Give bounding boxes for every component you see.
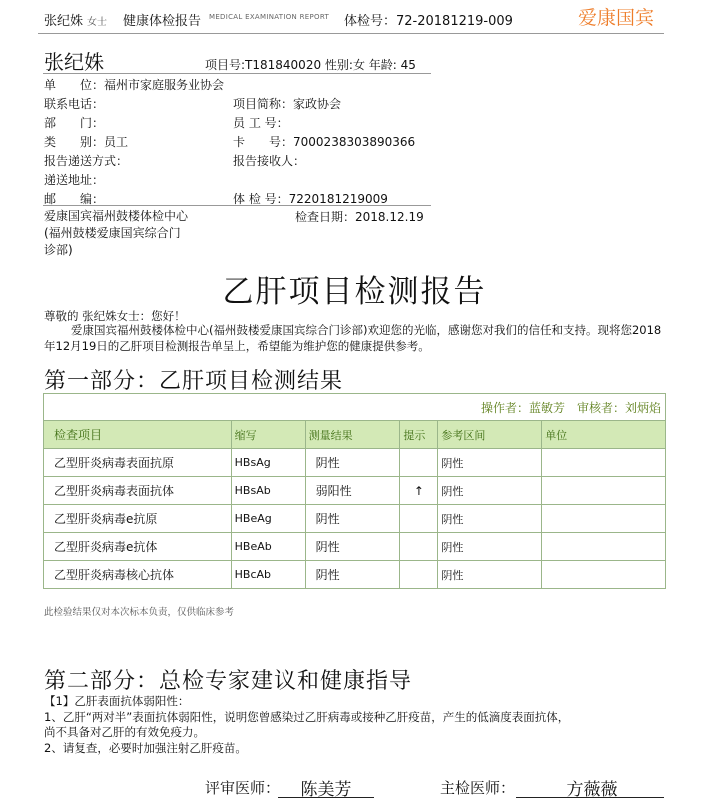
col-header-flag: 提示 [400, 421, 438, 449]
cell-unit [542, 505, 666, 533]
info-category [44, 133, 128, 150]
cell-unit [542, 449, 666, 477]
info-emp-no-label: 员 工 号： [233, 116, 289, 130]
exam-center-line3: 诊部) [44, 243, 73, 257]
info-proj-abbr-label: 项目简称： [233, 97, 294, 111]
cell-item: 乙型肝炎病毒e抗原 [44, 505, 232, 533]
header-divider [38, 33, 664, 34]
info-phone-label: 联系电话： [44, 97, 105, 111]
chief-underline [516, 797, 664, 798]
patient-divider [43, 73, 431, 74]
info-dept-label: 部 门： [44, 116, 105, 130]
header-patient-name [44, 10, 107, 29]
cell-result: 阴性 [305, 561, 400, 589]
header-exam-no-value: 72-20181219-009 [396, 14, 513, 29]
info-proj-abbr [233, 95, 341, 112]
reviewer-label: 评审医师： [205, 779, 281, 797]
section1-title: 第一部分：乙肝项目检测结果 [44, 369, 344, 394]
cell-item: 乙型肝炎病毒表面抗体 [44, 477, 232, 505]
exam-date [295, 208, 424, 225]
cell-flag [400, 449, 438, 477]
operator-line: 操作者：蓝敏芳 审核者：刘炳焰 [44, 394, 666, 421]
cell-unit [542, 533, 666, 561]
cell-result: 阴性 [305, 449, 400, 477]
info-category-label: 类 别： [44, 135, 105, 149]
table-row [44, 505, 666, 533]
brand-logo-text: 爱康国宾 [578, 7, 655, 29]
header-exam-no-label: 体检号： [344, 14, 397, 29]
exam-date-label: 检查日期： [295, 210, 356, 224]
info-delivery-label: 报告递送方式： [44, 154, 129, 168]
operator-row [44, 394, 666, 421]
result-table [43, 393, 666, 589]
exam-center [44, 208, 188, 259]
chief-signature: 方薇薇 [566, 780, 618, 800]
cell-abbr: HBcAb [231, 561, 305, 589]
cell-flag [400, 561, 438, 589]
cell-reference: 阴性 [438, 477, 542, 505]
info-receiver-label: 报告接收人： [233, 154, 306, 168]
info-unit [44, 76, 224, 93]
table-footnote: 此检验结果仅对本次标本负责，仅供临床参考 [44, 607, 235, 618]
cell-abbr: HBsAb [231, 477, 305, 505]
cell-item: 乙型肝炎病毒e抗体 [44, 533, 232, 561]
cell-flag-up-arrow: ↑ [400, 477, 438, 505]
col-header-item: 检查项目 [44, 421, 232, 449]
reviewer-underline [278, 797, 374, 798]
cell-abbr: HBeAg [231, 505, 305, 533]
cell-reference: 阴性 [438, 449, 542, 477]
info-exam-value: 7220181219009 [288, 192, 388, 206]
table-row [44, 533, 666, 561]
info-address-label: 递送地址： [44, 173, 105, 187]
patient-project-line: 项目号:T181840020 性别:女 年龄: 45 [205, 58, 416, 72]
reviewer-signature: 陈美芳 [300, 780, 352, 800]
advice-line1: 1、乙肝“两对半”表面抗体弱阳性，说明您曾感染过乙肝病毒或接种乙肝疫苗，产生的低滴度表面抗体， [44, 710, 570, 724]
intro-paragraph: 爱康国宾福州鼓楼体检中心(福州鼓楼爱康国宾综合门诊部)欢迎您的光临，感谢您对我们的信任和支持。现将您2018年12月19日的乙肝项目检测报告单呈上，希望能为维护您的健康提供参考。 [44, 323, 662, 353]
cell-unit [542, 561, 666, 589]
header-report-title-en: MEDICAL EXAMINATION REPORT [209, 13, 330, 21]
info-card [233, 133, 415, 150]
table-row [44, 449, 666, 477]
cell-result: 弱阳性 [305, 477, 400, 505]
table-header-row [44, 421, 666, 449]
cell-result: 阴性 [305, 533, 400, 561]
info-unit-label: 单 位： [44, 78, 105, 92]
info-exam-label: 体 检 号： [233, 192, 289, 206]
header-name-text: 张纪姝 [44, 14, 84, 29]
col-header-reference: 参考区间 [438, 421, 542, 449]
advice-item-title: 【1】乙肝表面抗体弱阳性： [44, 694, 190, 708]
chief-label: 主检医师： [440, 779, 516, 797]
info-postcode-label: 邮 编： [44, 192, 105, 206]
cell-reference: 阴性 [438, 505, 542, 533]
cell-abbr: HBeAb [231, 533, 305, 561]
exam-center-line1: 爱康国宾福州鼓楼体检中心 [44, 209, 189, 223]
info-card-value: 7000238303890366 [293, 135, 416, 149]
table-row [44, 477, 666, 505]
info-category-value: 员工 [104, 135, 129, 149]
cell-item: 乙型肝炎病毒表面抗原 [44, 449, 232, 477]
cell-item: 乙型肝炎病毒核心抗体 [44, 561, 232, 589]
header-exam-number [344, 10, 513, 29]
cell-reference: 阴性 [438, 533, 542, 561]
table-row [44, 561, 666, 589]
exam-center-line2: (福州鼓楼爱康国宾综合门 [44, 226, 181, 240]
info-card-label: 卡 号： [233, 135, 294, 149]
cell-result: 阴性 [305, 505, 400, 533]
cell-abbr: HBsAg [231, 449, 305, 477]
report-title: 乙肝项目检测报告 [222, 274, 487, 310]
exam-date-value: 2018.12.19 [355, 210, 424, 224]
cell-unit [542, 477, 666, 505]
header-salutation: 女士 [87, 17, 108, 28]
cell-reference: 阴性 [438, 561, 542, 589]
advice-line3: 2、请复查，必要时加强注射乙肝疫苗。 [44, 741, 247, 755]
col-header-unit: 单位 [542, 421, 666, 449]
patient-name: 张纪姝 [44, 50, 104, 74]
advice-line2: 尚不具备对乙肝的有效免疫力。 [44, 725, 205, 739]
col-header-result: 测量结果 [305, 421, 400, 449]
cell-flag [400, 505, 438, 533]
header-report-title: 健康体检报告 [123, 14, 202, 29]
greeting: 尊敬的 张纪姝女士：您好！ [44, 309, 186, 323]
info-unit-value: 福州市家庭服务业协会 [104, 78, 225, 92]
info-proj-abbr-value: 家政协会 [293, 97, 342, 111]
col-header-abbr: 缩写 [231, 421, 305, 449]
info-divider [43, 205, 431, 206]
cell-flag [400, 533, 438, 561]
section2-title: 第二部分：总检专家建议和健康指导 [44, 669, 413, 694]
